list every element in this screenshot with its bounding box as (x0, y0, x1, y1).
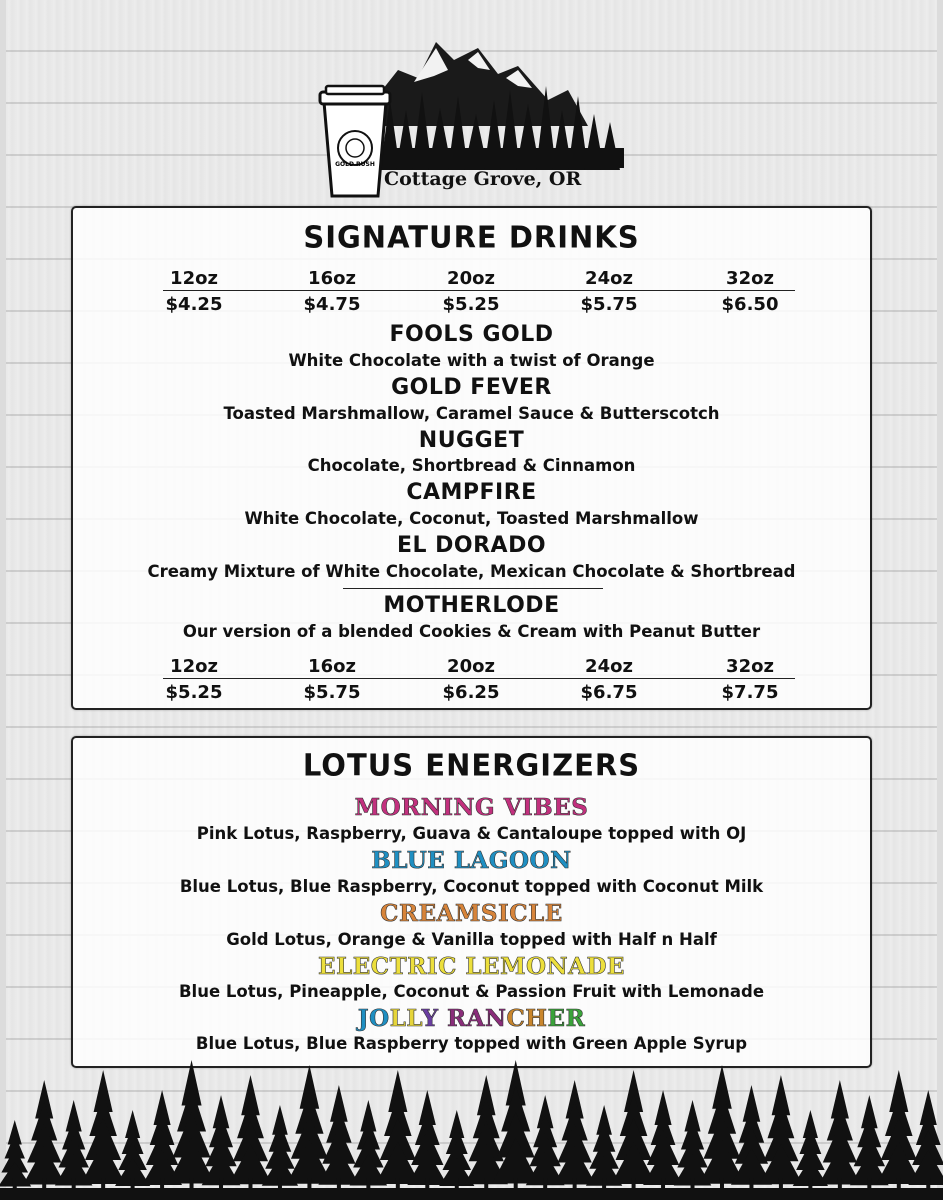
price-label: $5.25 (442, 294, 500, 315)
name-part: ER (547, 1005, 586, 1032)
size-label: 16oz (308, 656, 356, 677)
motherlode-price-row (165, 682, 866, 706)
energizer-description: Blue Lotus, Blue Raspberry, Coconut topped with Coconut Milk (179, 877, 764, 896)
lotus-energizers-panel (71, 736, 872, 1068)
right-edge (937, 0, 943, 1200)
size-label: 12oz (170, 268, 218, 289)
size-label: 20oz (447, 268, 495, 289)
drink-description: Creamy Mixture of White Chocolate, Mexican Chocolate & Shortbread (147, 562, 796, 581)
name-part: Y (421, 1005, 448, 1032)
pine-trees-footer (0, 1060, 943, 1200)
drink-description: White Chocolate, Coconut, Toasted Marshmallow (244, 509, 699, 528)
motherlode-size-row (170, 656, 866, 680)
energizer-name: BLUE LAGOON (371, 847, 572, 874)
signature-drinks-panel (71, 206, 872, 710)
energizer-name: CREAMSICLE (380, 900, 563, 927)
divider (163, 290, 795, 291)
pine-tree-layer (81, 1142, 126, 1184)
signature-size-row (170, 268, 866, 292)
divider (163, 678, 795, 679)
price-label: $6.50 (721, 294, 779, 315)
drink-name: MOTHERLODE (383, 593, 560, 618)
drink-name: FOOLS GOLD (389, 322, 554, 347)
size-label: 32oz (726, 268, 774, 289)
energizer-name: ELECTRIC LEMONADE (318, 953, 625, 980)
price-label: $5.75 (580, 294, 638, 315)
drink-description: Chocolate, Shortbread & Cinnamon (307, 456, 636, 475)
energizer-name-multicolor (73, 1005, 870, 1032)
drink-description: White Chocolate with a twist of Orange (288, 351, 655, 370)
price-label: $5.75 (303, 682, 361, 703)
location-text: Cottage Grove, OR (384, 168, 582, 190)
drink-description: Our version of a blended Cookies & Cream with Peanut Butter (182, 622, 761, 641)
drink-name: NUGGET (418, 428, 525, 453)
size-label: 32oz (726, 656, 774, 677)
drink-name: GOLD FEVER (391, 375, 552, 400)
price-label: $7.75 (721, 682, 779, 703)
drink-name: EL DORADO (396, 533, 547, 558)
drink-description: Toasted Marshmallow, Caramel Sauce & Butterscotch (223, 404, 720, 423)
name-part: LL (389, 1005, 422, 1032)
energizer-name: MORNING VIBES (354, 794, 589, 821)
size-label: 24oz (585, 268, 633, 289)
energizer-description: Blue Lotus, Pineapple, Coconut & Passion Fruit with Lemonade (178, 982, 765, 1001)
size-label: 16oz (308, 268, 356, 289)
size-label: 20oz (447, 656, 495, 677)
divider (343, 588, 603, 589)
price-label: $6.75 (580, 682, 638, 703)
price-label: $4.25 (165, 294, 223, 315)
energizer-description: Pink Lotus, Raspberry, Guava & Cantaloupe topped with OJ (196, 824, 747, 843)
price-label: $5.25 (165, 682, 223, 703)
size-label: 24oz (585, 656, 633, 677)
name-part: CH (506, 1005, 548, 1032)
energizer-description: Blue Lotus, Blue Raspberry topped with Green Apple Syrup (195, 1034, 748, 1053)
name-part: RAN (447, 1005, 507, 1032)
drink-name: CAMPFIRE (406, 480, 537, 505)
name-part: JO (357, 1005, 390, 1032)
svg-text:GOLD RUSH: GOLD RUSH (335, 161, 375, 168)
price-label: $6.25 (442, 682, 500, 703)
signature-price-row (165, 294, 866, 318)
left-edge (0, 0, 6, 1200)
signature-title: SIGNATURE DRINKS (303, 219, 640, 255)
price-label: $4.75 (303, 294, 361, 315)
energizer-description: Gold Lotus, Orange & Vanilla topped with Half n Half (226, 930, 717, 949)
lotus-title: LOTUS ENERGIZERS (302, 747, 641, 783)
size-label: 12oz (170, 656, 218, 677)
